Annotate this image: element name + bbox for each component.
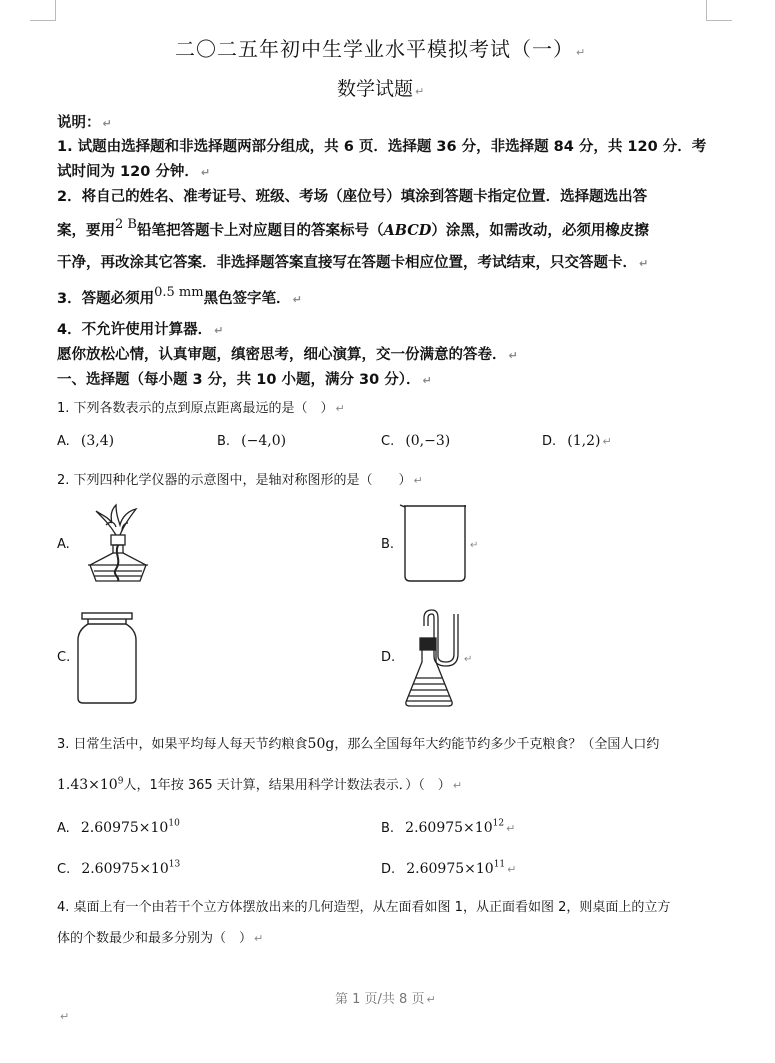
instruction-1-line-1: 1. 试题由选择题和非选择题两部分组成，共 6 页．选择题 36 分，非选择题 84 分，共 120 分．考 bbox=[57, 139, 707, 155]
question-2-option-a[interactable] bbox=[57, 537, 70, 552]
instruction-3-text-b: 黑色签字笔． bbox=[203, 291, 291, 307]
question-3-option-d[interactable] bbox=[381, 858, 516, 877]
instruction-2-text-c: ）涂黑，如需改动，必须用橡皮擦 bbox=[431, 223, 649, 239]
alcohol-lamp-icon bbox=[80, 503, 156, 585]
instruction-3 bbox=[57, 287, 302, 308]
question-3-option-c[interactable] bbox=[57, 858, 180, 877]
option-letter: B. bbox=[381, 537, 395, 552]
crop-mark-top-left-h bbox=[30, 20, 56, 21]
return-mark: ↵ bbox=[292, 293, 302, 306]
option-letter: C. bbox=[57, 862, 71, 877]
instruction-2-line-3 bbox=[57, 251, 648, 272]
option-letter: B. bbox=[217, 434, 231, 449]
return-mark: ↵ bbox=[60, 1010, 70, 1023]
answer-labels-math: ABCD bbox=[383, 222, 432, 239]
return-mark: ↵ bbox=[508, 349, 518, 362]
question-3-text-a: 3. 日常生活中，如果平均每人每天节约粮食 bbox=[57, 737, 308, 752]
crop-mark-top-left-v bbox=[55, 0, 56, 20]
return-mark: ↵ bbox=[214, 324, 224, 337]
question-1-option-a[interactable] bbox=[57, 430, 114, 449]
page-subtitle bbox=[337, 74, 424, 101]
question-4-stem-line-1: 4. 桌面上有一个由若干个立方体摆放出来的几何造型，从左面看如图 1，从正面看如图 2，则桌面上的立方 bbox=[57, 900, 671, 915]
question-2-option-c[interactable] bbox=[57, 650, 70, 665]
option-base: 2.60975×10 bbox=[405, 820, 493, 836]
grain-amount-math: 50g bbox=[307, 736, 335, 752]
instruction-3-text-a: 3．答题必须用 bbox=[57, 291, 155, 307]
end-return-mark bbox=[58, 1005, 69, 1024]
return-mark: ↵ bbox=[413, 474, 423, 487]
question-2-text: 2. 下列四种化学仪器的示意图中，是轴对称图形的是（ ） bbox=[57, 473, 412, 488]
option-letter: D. bbox=[381, 650, 396, 665]
return-mark: ↵ bbox=[507, 863, 517, 876]
return-mark: ↵ bbox=[415, 85, 425, 98]
option-exponent: 10 bbox=[168, 818, 180, 829]
crop-mark-top-right-v bbox=[706, 0, 707, 20]
jar-icon bbox=[74, 610, 140, 706]
pen-size-math: 0.5 mm bbox=[154, 285, 204, 300]
question-3-text-b: ，那么全国每年大约能节约多少千克粮食？（全国人口约 bbox=[334, 737, 660, 752]
option-value: (1,2) bbox=[567, 433, 601, 449]
instruction-2-text-b: 铅笔把答题卡上对应题目的答案标号（ bbox=[136, 223, 384, 239]
option-value: (0,−3) bbox=[405, 433, 451, 449]
return-mark: ↵ bbox=[102, 117, 112, 130]
option-base: 2.60975×10 bbox=[81, 861, 169, 877]
option-value: (−4,0) bbox=[241, 433, 287, 449]
option-letter: C. bbox=[57, 650, 71, 665]
question-1-stem bbox=[57, 397, 345, 416]
instruction-2-line-1: 2．将自己的姓名、准考证号、班级、考场（座位号）填涂到答题卡指定位置．选择题选出答 bbox=[57, 189, 648, 205]
question-3-option-a[interactable] bbox=[57, 817, 180, 836]
option-letter: D. bbox=[381, 862, 396, 877]
crop-mark-top-right-h bbox=[706, 20, 732, 21]
beaker-icon bbox=[398, 502, 479, 586]
question-4-text: 体的个数最少和最多分别为（ ） bbox=[57, 931, 253, 946]
population-exponent: 9 bbox=[117, 776, 124, 787]
question-3-text-c: 人，1年按 365 天计算，结果用科学计数法表示．）（ ） bbox=[123, 778, 451, 793]
option-letter: B. bbox=[381, 821, 395, 836]
instruction-2-line-2 bbox=[57, 219, 649, 240]
option-exponent: 12 bbox=[492, 818, 505, 829]
instruction-1-line-2 bbox=[57, 160, 210, 181]
question-1-option-b[interactable] bbox=[217, 430, 286, 449]
return-mark: ↵ bbox=[254, 932, 264, 945]
question-2-option-d[interactable] bbox=[381, 650, 395, 665]
return-mark: ↵ bbox=[200, 166, 211, 179]
question-4-stem-line-2 bbox=[57, 927, 263, 946]
question-2-option-b[interactable] bbox=[381, 537, 394, 552]
option-value: (3,4) bbox=[80, 433, 115, 449]
option-exponent: 13 bbox=[168, 859, 181, 870]
page-title-text: 二〇二五年初中生学业水平模拟考试（一） bbox=[175, 37, 574, 61]
instruction-4 bbox=[57, 318, 223, 339]
svg-text:↵: ↵ bbox=[464, 654, 473, 665]
page-subtitle-text: 数学试题 bbox=[337, 78, 414, 100]
option-letter: A. bbox=[57, 537, 70, 552]
question-1-option-d[interactable] bbox=[542, 430, 612, 449]
flask-with-tube-icon bbox=[402, 606, 478, 710]
encouragement-text: 愿你放松心情，认真审题，缜密思考，细心演算，交一份满意的答卷． bbox=[57, 347, 507, 363]
option-base: 2.60975×10 bbox=[80, 820, 169, 836]
question-2-stem bbox=[57, 469, 423, 488]
return-mark: ↵ bbox=[335, 402, 345, 415]
option-base: 2.60975×10 bbox=[406, 861, 494, 877]
option-exponent: 11 bbox=[493, 859, 506, 870]
return-mark: ↵ bbox=[426, 993, 436, 1006]
instructions-heading-text: 说明： bbox=[57, 115, 101, 131]
instruction-1-line-2-text: 试时间为 120 分钟． bbox=[57, 164, 199, 180]
return-mark: ↵ bbox=[639, 257, 649, 270]
section-1-heading-text: 一、选择题（每小题 3 分，共 10 小题，满分 30 分）． bbox=[57, 372, 421, 388]
return-mark: ↵ bbox=[422, 374, 432, 387]
page-footer bbox=[335, 988, 436, 1007]
question-3-option-b[interactable] bbox=[381, 817, 515, 836]
option-letter: C. bbox=[381, 434, 395, 449]
question-1-option-c[interactable] bbox=[381, 430, 450, 449]
page-number: 第 1 页/共 8 页 bbox=[335, 992, 425, 1007]
section-1-heading bbox=[57, 368, 432, 389]
svg-text:↵: ↵ bbox=[470, 540, 479, 551]
return-mark: ↵ bbox=[576, 46, 587, 59]
question-3-stem-line-2 bbox=[57, 774, 462, 793]
return-mark: ↵ bbox=[452, 779, 463, 792]
option-letter: A. bbox=[57, 821, 70, 836]
return-mark: ↵ bbox=[602, 435, 612, 448]
question-1-text: 1. 下列各数表示的点到原点距离最远的是（ ） bbox=[57, 401, 334, 416]
pencil-grade-math: 2 B bbox=[115, 217, 137, 232]
option-letter: D. bbox=[542, 434, 557, 449]
option-letter: A. bbox=[57, 434, 70, 449]
instruction-2-line-3-text: 干净，再改涂其它答案．非选择题答案直接写在答题卡相应位置，考试结束，只交答题卡． bbox=[57, 255, 637, 271]
page-title bbox=[175, 33, 586, 62]
instruction-2-text-a: 案，要用 bbox=[57, 223, 115, 239]
instruction-4-text: 4．不允许使用计算器． bbox=[57, 322, 213, 338]
return-mark: ↵ bbox=[506, 822, 516, 835]
population-base-math: 1.43×10 bbox=[57, 777, 118, 793]
instructions-heading bbox=[57, 111, 112, 132]
encouragement-line bbox=[57, 343, 518, 364]
question-3-stem-line-1 bbox=[57, 733, 659, 752]
